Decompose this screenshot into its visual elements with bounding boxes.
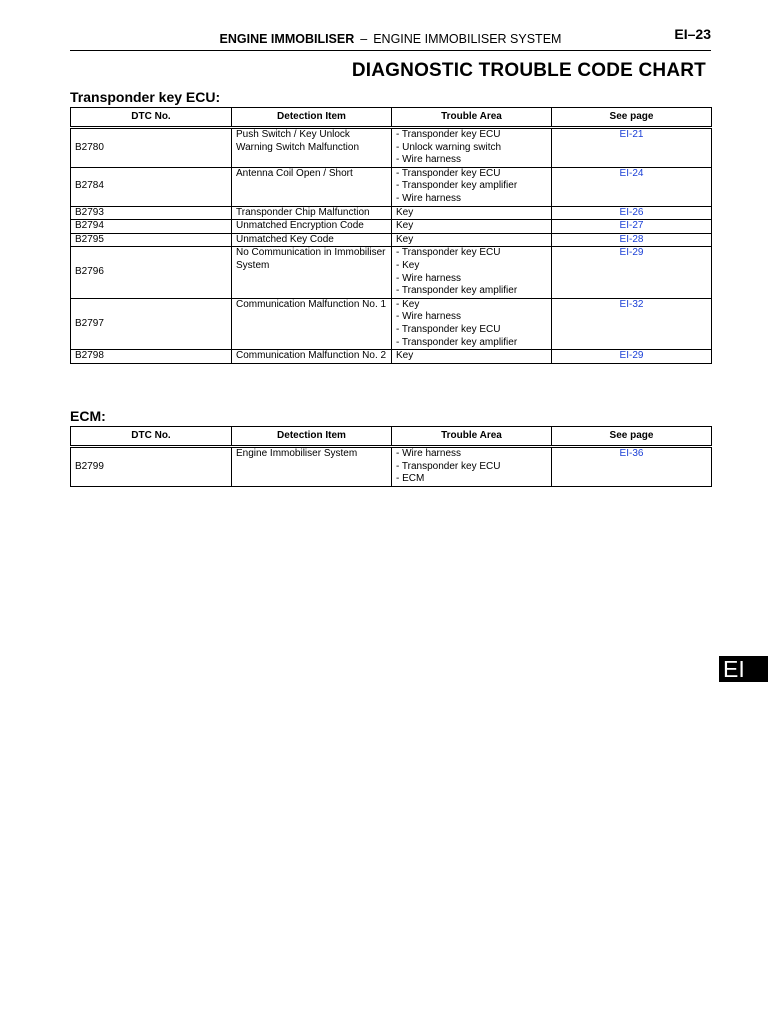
- section-tab-badge: EI: [719, 656, 768, 682]
- dtc-code: B2784: [71, 167, 232, 206]
- trouble-area: [392, 128, 552, 168]
- ecm-section-heading: ECM:: [70, 408, 106, 424]
- trouble-area-line: Key: [396, 233, 414, 245]
- header-section-bold: ENGINE IMMOBILISER: [219, 32, 355, 46]
- see-page-link[interactable]: EI-24: [619, 167, 644, 179]
- trouble-area: [392, 350, 552, 364]
- see-page-cell: [552, 350, 712, 364]
- detection-item: [232, 128, 392, 168]
- trouble-area-line: Key: [396, 350, 414, 362]
- trouble-area: [392, 167, 552, 206]
- detection-item: [232, 206, 392, 220]
- trouble-area: [392, 247, 552, 298]
- table-row: [71, 220, 712, 234]
- dtc-code: B2797: [71, 298, 232, 349]
- see-page-link[interactable]: EI-29: [619, 350, 644, 362]
- col-header-see-page: See page: [552, 108, 712, 128]
- header-section-title: [70, 32, 711, 46]
- detection-item-line: Engine Immobiliser System: [236, 448, 358, 459]
- trouble-area-line: Key: [396, 206, 414, 218]
- header-separator: –: [360, 32, 368, 46]
- trouble-area: [392, 233, 552, 247]
- see-page-cell: [552, 247, 712, 298]
- see-page-cell: [552, 447, 712, 487]
- col-header-dtc: DTC No.: [71, 108, 232, 128]
- dtc-code: B2798: [71, 350, 232, 364]
- dtc-code: B2795: [71, 233, 232, 247]
- dtc-code: B2796: [71, 247, 232, 298]
- see-page-link[interactable]: EI-26: [619, 206, 644, 218]
- trouble-area: [392, 447, 552, 487]
- trouble-area-line: - ECM: [396, 473, 425, 485]
- trouble-area-line: - Key: [396, 259, 420, 271]
- col-header-trouble: Trouble Area: [392, 427, 552, 447]
- see-page-cell: [552, 233, 712, 247]
- transponder-dtc-table: [70, 107, 712, 364]
- col-header-dtc: DTC No.: [71, 427, 232, 447]
- detection-item: [232, 350, 392, 364]
- col-header-detection: Detection Item: [232, 427, 392, 447]
- see-page-cell: [552, 167, 712, 206]
- trouble-area-line: - Transponder key amplifier: [396, 180, 518, 192]
- detection-item: [232, 247, 392, 298]
- detection-item-line: Antenna Coil Open / Short: [236, 167, 353, 179]
- trouble-area-line: - Transponder key ECU: [396, 167, 501, 179]
- see-page-link[interactable]: EI-29: [619, 247, 644, 259]
- trouble-area: [392, 220, 552, 234]
- transponder-section-heading: Transponder key ECU:: [70, 89, 221, 105]
- col-header-see-page: See page: [552, 427, 712, 447]
- see-page-cell: [552, 128, 712, 168]
- table-row: [71, 206, 712, 220]
- table-row: [71, 233, 712, 247]
- detection-item-line: No Communication in Immobiliser: [236, 247, 386, 259]
- detection-item: [232, 447, 392, 487]
- table-row: [71, 298, 712, 349]
- trouble-area-line: Key: [396, 220, 414, 232]
- see-page-cell: [552, 206, 712, 220]
- ecm-table-body: [71, 447, 712, 487]
- trouble-area-line: - Key: [396, 298, 420, 310]
- trouble-area-line: - Transponder key ECU: [396, 129, 501, 140]
- detection-item: [232, 220, 392, 234]
- trouble-area-line: - Wire harness: [396, 311, 462, 323]
- see-page-link[interactable]: EI-28: [619, 233, 644, 245]
- page-header: [70, 28, 711, 51]
- chart-title: DIAGNOSTIC TROUBLE CODE CHART: [351, 60, 706, 81]
- trouble-area-line: - Wire harness: [396, 192, 462, 204]
- table-header-row: [71, 108, 712, 128]
- transponder-table-body: [71, 128, 712, 364]
- trouble-area-line: - Transponder key amplifier: [396, 285, 518, 297]
- detection-item-line: Unmatched Encryption Code: [236, 220, 364, 232]
- detection-item-line: System: [236, 259, 270, 271]
- dtc-code: B2794: [71, 220, 232, 234]
- trouble-area-line: - Transponder key ECU: [396, 460, 501, 472]
- col-header-detection: Detection Item: [232, 108, 392, 128]
- dtc-code: B2793: [71, 206, 232, 220]
- trouble-area-line: - Transponder key ECU: [396, 323, 501, 335]
- dtc-code: B2799: [71, 447, 232, 487]
- table-row: [71, 350, 712, 364]
- trouble-area-line: - Unlock warning switch: [396, 141, 502, 153]
- detection-item-line: Warning Switch Malfunction: [236, 141, 360, 153]
- trouble-area-line: - Wire harness: [396, 272, 462, 284]
- header-section-sub: ENGINE IMMOBILISER SYSTEM: [373, 32, 562, 46]
- trouble-area-line: - Transponder key amplifier: [396, 336, 518, 348]
- detection-item-line: Communication Malfunction No. 2: [236, 350, 387, 362]
- table-row: [71, 247, 712, 298]
- dtc-code: B2780: [71, 128, 232, 168]
- see-page-link[interactable]: EI-36: [619, 448, 644, 459]
- detection-item: [232, 167, 392, 206]
- table-header-row: [71, 427, 712, 447]
- detection-item: [232, 298, 392, 349]
- see-page-link[interactable]: EI-32: [619, 298, 644, 310]
- detection-item-line: Push Switch / Key Unlock: [236, 129, 350, 140]
- col-header-trouble: Trouble Area: [392, 108, 552, 128]
- trouble-area-line: - Wire harness: [396, 448, 462, 459]
- trouble-area-line: - Transponder key ECU: [396, 247, 501, 259]
- see-page-cell: [552, 220, 712, 234]
- detection-item: [232, 233, 392, 247]
- ecm-dtc-table: [70, 426, 712, 487]
- table-row: [71, 128, 712, 168]
- trouble-area: [392, 206, 552, 220]
- trouble-area: [392, 298, 552, 349]
- see-page-link[interactable]: EI-21: [619, 129, 644, 140]
- table-row: [71, 167, 712, 206]
- see-page-link[interactable]: EI-27: [619, 220, 644, 232]
- detection-item-line: Communication Malfunction No. 1: [236, 298, 387, 310]
- see-page-cell: [552, 298, 712, 349]
- detection-item-line: Transponder Chip Malfunction: [236, 206, 370, 218]
- page-number: EI–23: [674, 26, 711, 42]
- trouble-area-line: - Wire harness: [396, 154, 462, 166]
- table-row: [71, 447, 712, 487]
- detection-item-line: Unmatched Key Code: [236, 233, 334, 245]
